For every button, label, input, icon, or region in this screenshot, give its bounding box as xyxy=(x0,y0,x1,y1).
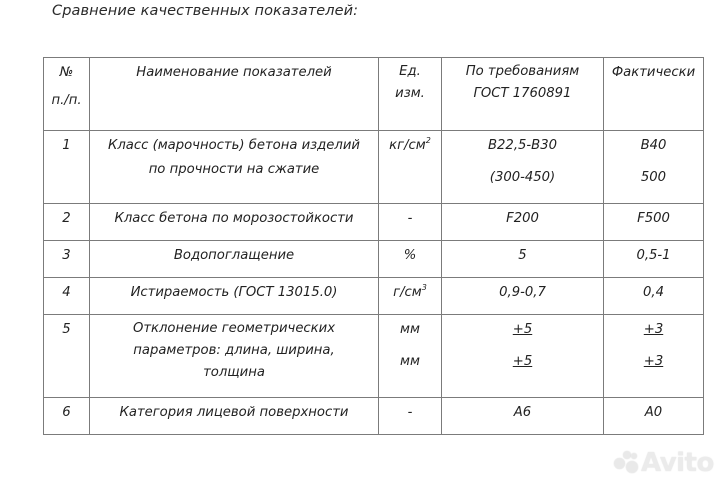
row-number: 4 xyxy=(44,278,90,315)
row-name-line1: Отклонение геометрических xyxy=(132,321,336,336)
avito-logo-icon xyxy=(614,449,640,475)
table-row xyxy=(44,278,704,315)
row-unit-exponent: 3 xyxy=(421,283,427,292)
row-name-line2: параметров: длина, ширина, xyxy=(133,343,335,358)
row-number: 5 xyxy=(44,315,90,398)
row-name-line1: Класс (марочность) бетона изделий xyxy=(108,138,360,153)
row-actual-line1: +3 xyxy=(643,322,664,337)
row-required-line2: +5 xyxy=(512,354,533,369)
row-name-line2: по прочности на сжатие xyxy=(148,162,320,177)
table-header-row xyxy=(44,58,704,131)
row-unit: - xyxy=(379,398,442,435)
row-name xyxy=(90,131,379,204)
row-name: Водопоглащение xyxy=(90,241,379,278)
table-row xyxy=(44,315,704,398)
row-number: 3 xyxy=(44,241,90,278)
table-row xyxy=(44,204,704,241)
header-actual-label: Фактически xyxy=(611,65,696,80)
row-required-line1: +5 xyxy=(512,322,533,337)
row-required: F200 xyxy=(442,204,604,241)
avito-watermark xyxy=(614,448,714,478)
header-required xyxy=(442,58,604,131)
header-unit xyxy=(379,58,442,131)
row-actual: А0 xyxy=(604,398,704,435)
row-required: 5 xyxy=(442,241,604,278)
row-name: Истираемость (ГОСТ 13015.0) xyxy=(90,278,379,315)
row-required xyxy=(442,131,604,204)
row-name-line3: толщина xyxy=(203,365,265,380)
header-number-symbol: № xyxy=(59,65,74,80)
row-unit-text: кг/см xyxy=(389,138,426,153)
row-actual xyxy=(604,131,704,204)
row-unit xyxy=(379,278,442,315)
row-unit-line2: мм xyxy=(400,354,420,369)
header-actual xyxy=(604,58,704,131)
row-unit: - xyxy=(379,204,442,241)
row-number: 2 xyxy=(44,204,90,241)
row-unit-text: г/см xyxy=(393,285,422,300)
row-required: 0,9-0,7 xyxy=(442,278,604,315)
header-name xyxy=(90,58,379,131)
header-required-line2: ГОСТ 1760891 xyxy=(473,86,572,101)
section-title: Сравнение качественных показателей: xyxy=(52,3,359,19)
header-name-label: Наименование показателей xyxy=(136,65,332,80)
row-unit: % xyxy=(379,241,442,278)
row-actual-line2: +3 xyxy=(643,354,664,369)
row-unit xyxy=(379,315,442,398)
row-actual-line1: В40 xyxy=(640,138,667,153)
table-row xyxy=(44,241,704,278)
comparison-table xyxy=(43,57,704,435)
row-name: Категория лицевой поверхности xyxy=(90,398,379,435)
row-unit-line1: мм xyxy=(400,322,420,337)
header-required-line1: По требованиям xyxy=(465,64,580,79)
row-required-line2: (300-450) xyxy=(489,170,556,185)
row-unit-exponent: 2 xyxy=(425,136,431,145)
header-unit-line2: изм. xyxy=(395,86,425,101)
row-actual: 0,5-1 xyxy=(604,241,704,278)
row-actual-line2: 500 xyxy=(640,170,667,185)
header-number-label: п./п. xyxy=(51,93,82,108)
row-required: А6 xyxy=(442,398,604,435)
row-required-line1: В22,5-В30 xyxy=(488,138,557,153)
row-name: Класс бетона по морозостойкости xyxy=(90,204,379,241)
row-required xyxy=(442,315,604,398)
header-unit-line1: Ед. xyxy=(399,64,421,79)
avito-wordmark: Avito xyxy=(641,448,714,478)
row-actual: F500 xyxy=(604,204,704,241)
table-row xyxy=(44,131,704,204)
table-row xyxy=(44,398,704,435)
row-name xyxy=(90,315,379,398)
header-number xyxy=(44,58,90,131)
row-number: 6 xyxy=(44,398,90,435)
row-number: 1 xyxy=(44,131,90,204)
row-actual xyxy=(604,315,704,398)
row-actual: 0,4 xyxy=(604,278,704,315)
row-unit xyxy=(379,131,442,204)
